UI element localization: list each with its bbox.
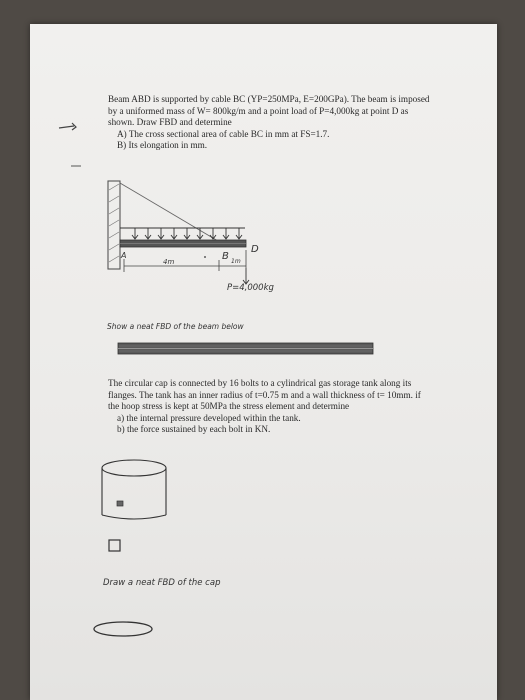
problem2-line-2: flanges. The tank has an inner radius of t=0.75 m and a wall thickness of t= 10mm. if [108,389,421,400]
small-square [109,540,120,551]
problem2-line-3: the hoop stress is kept at 50MPa the stress element and determine [108,401,350,412]
dimension-4m: 4m [163,258,175,266]
problem2-item-a: a) the internal pressure developed within the tank. [117,412,301,423]
problem2-line-1: The circular cap is connected by 16 bolts to a cylindrical gas storage tank along its [108,378,412,388]
dimension-1m: 1m [231,258,241,265]
problem1-item-b: B) Its elongation in mm. [117,140,208,151]
problem1-line-3: shown. Draw FBD and determine [108,117,232,128]
tank-top [102,460,166,476]
problem2-item-b: b) the force sustained by each bolt in KN. [117,424,271,435]
point-load-label: P=4,000kg [227,283,274,293]
problem1-line-2: by a uniformed mass of W= 800kg/m and a point load of P=4,000kg at point D as [108,105,409,116]
problem1-item-a: A) The cross sectional area of cable BC in mm at FS=1.7. [117,128,330,139]
problem1-line-1: Beam ABD is supported by cable BC (YP=250MPa, E=200GPa). The beam is imposed [108,94,430,104]
label-d: D [251,244,259,255]
tank-bottom [102,515,166,519]
label-a: A [121,251,127,260]
handwritten-note-beam: Show a neat FBD of the beam below [107,322,244,331]
cap-ellipse [94,622,152,636]
label-b: B [222,251,229,262]
stress-element [117,501,123,506]
handwritten-note-cap: Draw a neat FBD of the cap [103,578,221,588]
